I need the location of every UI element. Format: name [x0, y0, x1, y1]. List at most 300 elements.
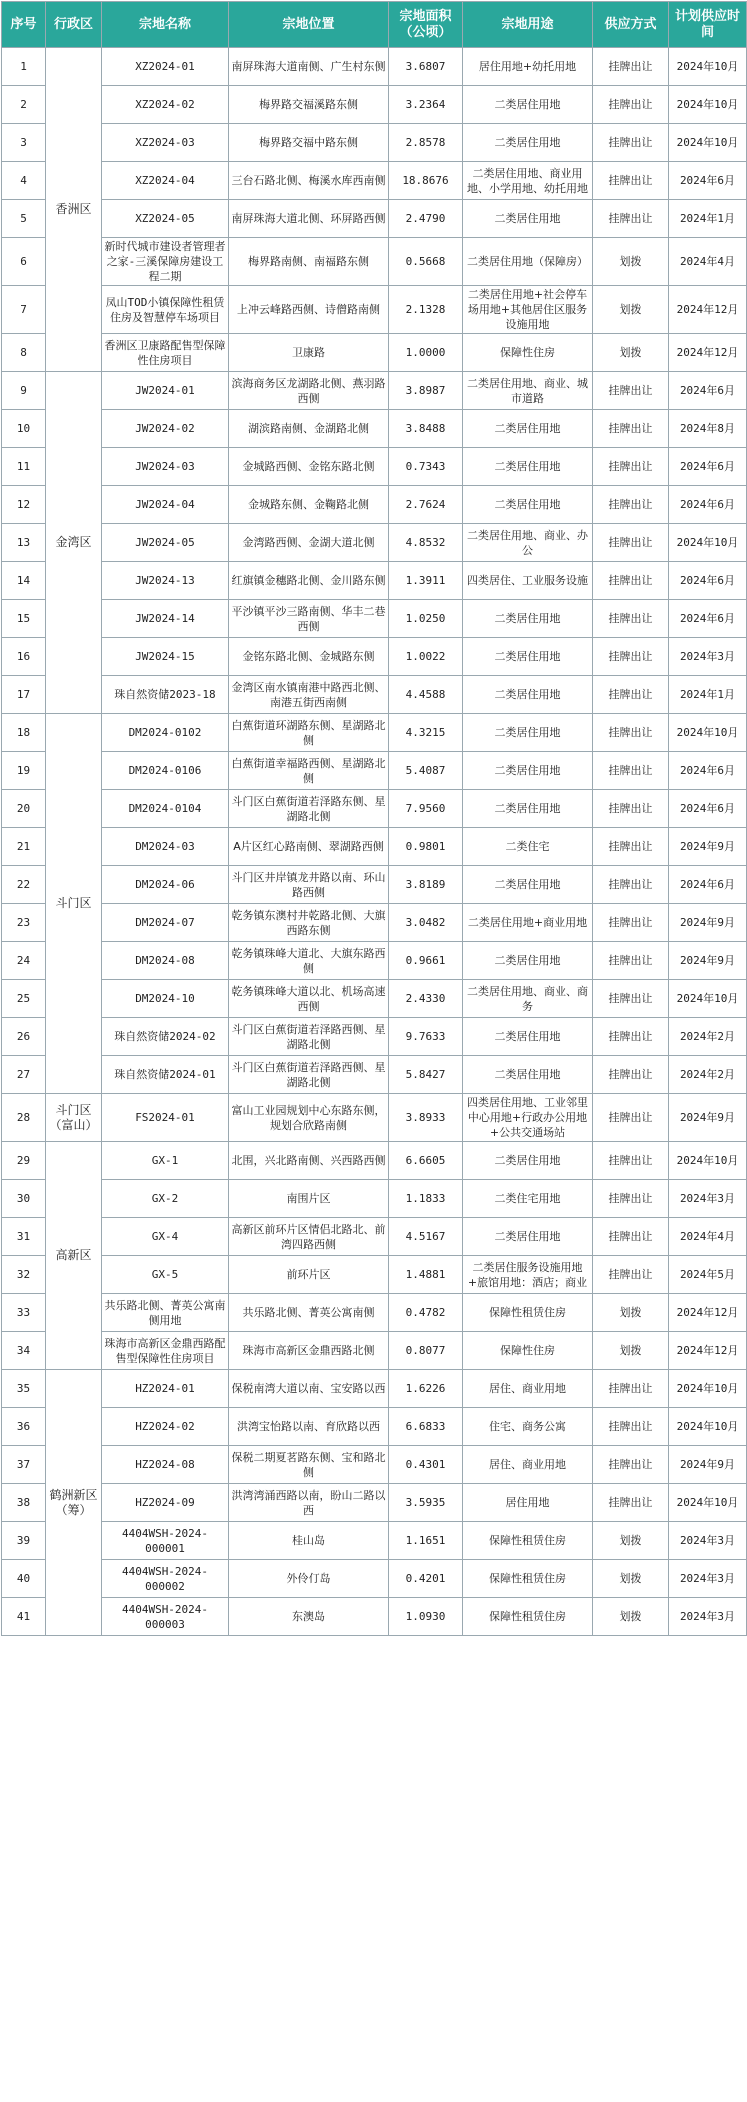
row-index: 8	[2, 334, 46, 372]
row-index: 5	[2, 200, 46, 238]
row-index: 18	[2, 714, 46, 752]
table-row	[2, 124, 747, 162]
table-row	[2, 1522, 747, 1560]
parcel-location: 金铭东路北侧、金城路东侧	[229, 638, 389, 676]
plan-time: 2024年6月	[669, 600, 747, 638]
parcel-location: 滨海商务区龙湖路北侧、燕羽路西侧	[229, 372, 389, 410]
parcel-use: 保障性住房	[463, 334, 593, 372]
table-body	[2, 48, 747, 1636]
table-row	[2, 1018, 747, 1056]
row-index: 17	[2, 676, 46, 714]
supply-method: 挂牌出让	[593, 1218, 669, 1256]
supply-method: 挂牌出让	[593, 866, 669, 904]
parcel-use: 二类居住用地	[463, 752, 593, 790]
parcel-location: 保税南湾大道以南、宝安路以西	[229, 1370, 389, 1408]
supply-method: 挂牌出让	[593, 1094, 669, 1142]
parcel-name: DM2024-03	[102, 828, 229, 866]
row-index: 12	[2, 486, 46, 524]
header-district: 行政区	[46, 2, 102, 48]
supply-method: 挂牌出让	[593, 1446, 669, 1484]
supply-method: 挂牌出让	[593, 1056, 669, 1094]
parcel-name: JW2024-04	[102, 486, 229, 524]
parcel-name: 共乐路北侧、菁英公寓南侧用地	[102, 1294, 229, 1332]
parcel-name: DM2024-0104	[102, 790, 229, 828]
parcel-name: 凤山TOD小镇保障性租赁住房及智慧停车场项目	[102, 286, 229, 334]
parcel-name: GX-5	[102, 1256, 229, 1294]
row-index: 10	[2, 410, 46, 448]
parcel-name: GX-2	[102, 1180, 229, 1218]
parcel-use: 二类居住用地	[463, 86, 593, 124]
parcel-use: 二类居住用地+商业用地	[463, 904, 593, 942]
parcel-name: 珠自然资储2024-02	[102, 1018, 229, 1056]
parcel-area: 4.5167	[389, 1218, 463, 1256]
plan-time: 2024年6月	[669, 448, 747, 486]
parcel-area: 3.5935	[389, 1484, 463, 1522]
row-index: 24	[2, 942, 46, 980]
row-index: 30	[2, 1180, 46, 1218]
parcel-location: 北围，兴北路南侧、兴西路西侧	[229, 1142, 389, 1180]
table-row	[2, 286, 747, 334]
parcel-name: FS2024-01	[102, 1094, 229, 1142]
table-row	[2, 638, 747, 676]
plan-time: 2024年3月	[669, 638, 747, 676]
plan-time: 2024年12月	[669, 334, 747, 372]
parcel-name: HZ2024-09	[102, 1484, 229, 1522]
table-row	[2, 1370, 747, 1408]
row-index: 39	[2, 1522, 46, 1560]
plan-time: 2024年4月	[669, 1218, 747, 1256]
district-cell: 金湾区	[46, 372, 102, 714]
plan-time: 2024年10月	[669, 980, 747, 1018]
parcel-location: 南围片区	[229, 1180, 389, 1218]
parcel-area: 6.6605	[389, 1142, 463, 1180]
row-index: 6	[2, 238, 46, 286]
parcel-location: 白蕉街道幸福路西侧、星湖路北侧	[229, 752, 389, 790]
row-index: 14	[2, 562, 46, 600]
table-header-row	[2, 2, 747, 48]
table-row	[2, 1598, 747, 1636]
row-index: 26	[2, 1018, 46, 1056]
parcel-location: 洪湾湾涌西路以南，盼山二路以西	[229, 1484, 389, 1522]
parcel-use: 二类居住用地	[463, 1056, 593, 1094]
parcel-use: 居住用地+幼托用地	[463, 48, 593, 86]
parcel-name: GX-4	[102, 1218, 229, 1256]
supply-method: 挂牌出让	[593, 48, 669, 86]
header-index: 序号	[2, 2, 46, 48]
parcel-name: 4404WSH-2024-000001	[102, 1522, 229, 1560]
parcel-area: 2.8578	[389, 124, 463, 162]
row-index: 7	[2, 286, 46, 334]
parcel-area: 4.4588	[389, 676, 463, 714]
supply-method: 挂牌出让	[593, 86, 669, 124]
table-row	[2, 904, 747, 942]
supply-method: 挂牌出让	[593, 1256, 669, 1294]
plan-time: 2024年6月	[669, 486, 747, 524]
supply-method: 挂牌出让	[593, 752, 669, 790]
parcel-location: 三台石路北侧、梅溪水库西南侧	[229, 162, 389, 200]
table-row	[2, 752, 747, 790]
parcel-name: XZ2024-01	[102, 48, 229, 86]
parcel-area: 6.6833	[389, 1408, 463, 1446]
supply-method: 挂牌出让	[593, 486, 669, 524]
row-index: 4	[2, 162, 46, 200]
plan-time: 2024年10月	[669, 524, 747, 562]
parcel-name: DM2024-06	[102, 866, 229, 904]
plan-time: 2024年8月	[669, 410, 747, 448]
table-row	[2, 980, 747, 1018]
parcel-area: 9.7633	[389, 1018, 463, 1056]
parcel-area: 7.9560	[389, 790, 463, 828]
district-cell: 鹤洲新区（筹）	[46, 1370, 102, 1636]
parcel-location: 洪湾宝怡路以南、育欣路以西	[229, 1408, 389, 1446]
parcel-name: JW2024-14	[102, 600, 229, 638]
parcel-use: 居住、商业用地	[463, 1446, 593, 1484]
row-index: 31	[2, 1218, 46, 1256]
parcel-use: 二类居住用地	[463, 790, 593, 828]
supply-method: 挂牌出让	[593, 828, 669, 866]
supply-method: 挂牌出让	[593, 200, 669, 238]
parcel-use: 二类居住用地	[463, 200, 593, 238]
row-index: 25	[2, 980, 46, 1018]
parcel-use: 四类居住用地、工业邻里中心用地+行政办公用地+公共交通场站	[463, 1094, 593, 1142]
plan-time: 2024年10月	[669, 124, 747, 162]
parcel-area: 5.4087	[389, 752, 463, 790]
parcel-area: 3.8189	[389, 866, 463, 904]
parcel-name: JW2024-13	[102, 562, 229, 600]
parcel-use: 二类住宅	[463, 828, 593, 866]
table-row	[2, 448, 747, 486]
parcel-location: 梅界路交福中路东侧	[229, 124, 389, 162]
plan-time: 2024年12月	[669, 286, 747, 334]
parcel-use: 二类居住服务设施用地+旅馆用地：酒店；商业	[463, 1256, 593, 1294]
parcel-location: 金城路西侧、金铭东路北侧	[229, 448, 389, 486]
parcel-area: 3.2364	[389, 86, 463, 124]
parcel-location: 红旗镇金穗路北侧、金川路东侧	[229, 562, 389, 600]
parcel-name: XZ2024-04	[102, 162, 229, 200]
parcel-area: 4.8532	[389, 524, 463, 562]
supply-method: 挂牌出让	[593, 410, 669, 448]
table-row	[2, 162, 747, 200]
parcel-use: 居住用地	[463, 1484, 593, 1522]
plan-time: 2024年3月	[669, 1180, 747, 1218]
supply-method: 挂牌出让	[593, 562, 669, 600]
parcel-use: 二类居住用地、商业、城市道路	[463, 372, 593, 410]
table-row	[2, 372, 747, 410]
plan-time: 2024年4月	[669, 238, 747, 286]
parcel-area: 2.7624	[389, 486, 463, 524]
parcel-area: 0.4201	[389, 1560, 463, 1598]
parcel-name: DM2024-10	[102, 980, 229, 1018]
district-cell: 高新区	[46, 1142, 102, 1370]
plan-time: 2024年10月	[669, 1142, 747, 1180]
plan-time: 2024年9月	[669, 942, 747, 980]
parcel-name: XZ2024-02	[102, 86, 229, 124]
supply-method: 划拨	[593, 1332, 669, 1370]
parcel-use: 二类居住用地	[463, 676, 593, 714]
parcel-name: 4404WSH-2024-000002	[102, 1560, 229, 1598]
parcel-use: 保障性住房	[463, 1332, 593, 1370]
parcel-location: 金湾区南水镇南港中路西北侧、南港五街西南侧	[229, 676, 389, 714]
plan-time: 2024年3月	[669, 1560, 747, 1598]
table-row	[2, 676, 747, 714]
plan-time: 2024年12月	[669, 1294, 747, 1332]
supply-method: 挂牌出让	[593, 904, 669, 942]
parcel-name: DM2024-0102	[102, 714, 229, 752]
header-use: 宗地用途	[463, 2, 593, 48]
table-row	[2, 1180, 747, 1218]
parcel-name: 珠海市高新区金鼎西路配售型保障性住房项目	[102, 1332, 229, 1370]
parcel-location: 桂山岛	[229, 1522, 389, 1560]
supply-method: 挂牌出让	[593, 1484, 669, 1522]
parcel-location: 乾务镇珠峰大道以北、机场高速西侧	[229, 980, 389, 1018]
parcel-area: 1.1651	[389, 1522, 463, 1560]
parcel-use: 四类居住、工业服务设施	[463, 562, 593, 600]
parcel-location: 东澳岛	[229, 1598, 389, 1636]
plan-time: 2024年9月	[669, 1094, 747, 1142]
table-row	[2, 410, 747, 448]
table-row	[2, 334, 747, 372]
table-row	[2, 48, 747, 86]
supply-method: 挂牌出让	[593, 942, 669, 980]
plan-time: 2024年10月	[669, 86, 747, 124]
parcel-location: 上冲云峰路西侧、诗僧路南侧	[229, 286, 389, 334]
parcel-use: 二类居住用地	[463, 448, 593, 486]
parcel-use: 二类居住用地+社会停车场用地+其他居住区服务设施用地	[463, 286, 593, 334]
parcel-name: DM2024-08	[102, 942, 229, 980]
plan-time: 2024年5月	[669, 1256, 747, 1294]
supply-method: 挂牌出让	[593, 1018, 669, 1056]
row-index: 16	[2, 638, 46, 676]
parcel-use: 保障性租赁住房	[463, 1598, 593, 1636]
parcel-name: HZ2024-02	[102, 1408, 229, 1446]
plan-time: 2024年6月	[669, 790, 747, 828]
parcel-location: 白蕉街道环湖路东侧、星湖路北侧	[229, 714, 389, 752]
row-index: 40	[2, 1560, 46, 1598]
parcel-location: 金城路东侧、金鞠路北侧	[229, 486, 389, 524]
parcel-use: 二类居住用地	[463, 486, 593, 524]
parcel-area: 0.4301	[389, 1446, 463, 1484]
parcel-location: 平沙镇平沙三路南侧、华丰二巷西侧	[229, 600, 389, 638]
row-index: 27	[2, 1056, 46, 1094]
supply-method: 挂牌出让	[593, 676, 669, 714]
parcel-location: 斗门区白蕉街道若泽路西侧、星湖路北侧	[229, 1056, 389, 1094]
parcel-area: 1.3911	[389, 562, 463, 600]
parcel-name: JW2024-05	[102, 524, 229, 562]
parcel-area: 4.3215	[389, 714, 463, 752]
plan-time: 2024年3月	[669, 1522, 747, 1560]
supply-method: 挂牌出让	[593, 162, 669, 200]
table-row	[2, 86, 747, 124]
table-row	[2, 714, 747, 752]
parcel-location: 珠海市高新区金鼎西路北侧	[229, 1332, 389, 1370]
table-row	[2, 238, 747, 286]
parcel-use: 二类居住用地、商业、办公	[463, 524, 593, 562]
parcel-area: 3.0482	[389, 904, 463, 942]
row-index: 35	[2, 1370, 46, 1408]
supply-method: 划拨	[593, 1560, 669, 1598]
supply-method: 划拨	[593, 334, 669, 372]
table-row	[2, 200, 747, 238]
row-index: 29	[2, 1142, 46, 1180]
plan-time: 2024年9月	[669, 1446, 747, 1484]
plan-time: 2024年6月	[669, 752, 747, 790]
parcel-name: HZ2024-01	[102, 1370, 229, 1408]
table-row	[2, 828, 747, 866]
parcel-location: 卫康路	[229, 334, 389, 372]
plan-time: 2024年2月	[669, 1056, 747, 1094]
supply-method: 挂牌出让	[593, 124, 669, 162]
plan-time: 2024年1月	[669, 676, 747, 714]
parcel-use: 二类居住用地	[463, 866, 593, 904]
parcel-name: XZ2024-03	[102, 124, 229, 162]
row-index: 19	[2, 752, 46, 790]
plan-time: 2024年1月	[669, 200, 747, 238]
parcel-area: 2.1328	[389, 286, 463, 334]
supply-method: 挂牌出让	[593, 1142, 669, 1180]
parcel-area: 2.4790	[389, 200, 463, 238]
parcel-name: JW2024-03	[102, 448, 229, 486]
table-row	[2, 790, 747, 828]
plan-time: 2024年6月	[669, 866, 747, 904]
parcel-location: 乾务镇珠峰大道北、大旗东路西侧	[229, 942, 389, 980]
row-index: 33	[2, 1294, 46, 1332]
row-index: 11	[2, 448, 46, 486]
district-cell: 斗门区（富山）	[46, 1094, 102, 1142]
parcel-name: JW2024-15	[102, 638, 229, 676]
parcel-area: 1.0250	[389, 600, 463, 638]
parcel-location: 斗门区白蕉街道若泽路东侧、星湖路北侧	[229, 790, 389, 828]
table-row	[2, 600, 747, 638]
plan-time: 2024年9月	[669, 828, 747, 866]
parcel-location: 梅界路南侧、南福路东侧	[229, 238, 389, 286]
plan-time: 2024年10月	[669, 1484, 747, 1522]
row-index: 15	[2, 600, 46, 638]
table-row	[2, 1332, 747, 1370]
parcel-area: 3.8933	[389, 1094, 463, 1142]
table-row	[2, 1218, 747, 1256]
parcel-location: A片区红心路南侧、翠湖路西侧	[229, 828, 389, 866]
table-row	[2, 1294, 747, 1332]
supply-method: 划拨	[593, 1294, 669, 1332]
supply-method: 挂牌出让	[593, 1180, 669, 1218]
parcel-name: JW2024-01	[102, 372, 229, 410]
row-index: 38	[2, 1484, 46, 1522]
parcel-area: 3.6807	[389, 48, 463, 86]
supply-method: 挂牌出让	[593, 524, 669, 562]
table-row	[2, 866, 747, 904]
plan-time: 2024年9月	[669, 904, 747, 942]
supply-method: 划拨	[593, 238, 669, 286]
parcel-area: 3.8987	[389, 372, 463, 410]
plan-time: 2024年10月	[669, 1408, 747, 1446]
parcel-use: 二类住宅用地	[463, 1180, 593, 1218]
land-supply-table	[1, 1, 747, 1636]
table-row	[2, 1142, 747, 1180]
parcel-area: 3.8488	[389, 410, 463, 448]
parcel-name: DM2024-0106	[102, 752, 229, 790]
parcel-use: 二类居住用地	[463, 1142, 593, 1180]
parcel-name: XZ2024-05	[102, 200, 229, 238]
parcel-use: 二类居住用地	[463, 714, 593, 752]
parcel-name: JW2024-02	[102, 410, 229, 448]
parcel-use: 二类居住用地	[463, 410, 593, 448]
supply-method: 挂牌出让	[593, 638, 669, 676]
supply-method: 挂牌出让	[593, 980, 669, 1018]
header-location: 宗地位置	[229, 2, 389, 48]
plan-time: 2024年10月	[669, 714, 747, 752]
parcel-location: 金湾路西侧、金湖大道北侧	[229, 524, 389, 562]
row-index: 41	[2, 1598, 46, 1636]
plan-time: 2024年6月	[669, 562, 747, 600]
parcel-location: 斗门区井岸镇龙井路以南、环山路西侧	[229, 866, 389, 904]
parcel-name: 珠自然资储2024-01	[102, 1056, 229, 1094]
plan-time: 2024年10月	[669, 48, 747, 86]
row-index: 23	[2, 904, 46, 942]
supply-method: 挂牌出让	[593, 600, 669, 638]
row-index: 9	[2, 372, 46, 410]
parcel-use: 二类居住用地	[463, 124, 593, 162]
header-plan-time: 计划供应时间	[669, 2, 747, 48]
parcel-area: 5.8427	[389, 1056, 463, 1094]
table-row	[2, 562, 747, 600]
parcel-use: 二类居住用地、商业、商务	[463, 980, 593, 1018]
parcel-name: DM2024-07	[102, 904, 229, 942]
header-parcel-name: 宗地名称	[102, 2, 229, 48]
parcel-use: 保障性租赁住房	[463, 1294, 593, 1332]
parcel-area: 18.8676	[389, 162, 463, 200]
parcel-area: 1.0022	[389, 638, 463, 676]
supply-method: 划拨	[593, 286, 669, 334]
table-row	[2, 1094, 747, 1142]
parcel-area: 0.5668	[389, 238, 463, 286]
parcel-area: 2.4330	[389, 980, 463, 1018]
supply-method: 挂牌出让	[593, 1370, 669, 1408]
parcel-location: 高新区前环片区情侣北路北、前湾四路西侧	[229, 1218, 389, 1256]
supply-method: 挂牌出让	[593, 1408, 669, 1446]
row-index: 21	[2, 828, 46, 866]
table-row	[2, 524, 747, 562]
parcel-location: 前环片区	[229, 1256, 389, 1294]
table-row	[2, 1056, 747, 1094]
parcel-area: 0.8077	[389, 1332, 463, 1370]
parcel-area: 1.4881	[389, 1256, 463, 1294]
parcel-location: 南屏珠海大道北侧、环屏路西侧	[229, 200, 389, 238]
parcel-area: 0.9801	[389, 828, 463, 866]
district-cell: 斗门区	[46, 714, 102, 1094]
parcel-name: HZ2024-08	[102, 1446, 229, 1484]
supply-method: 划拨	[593, 1522, 669, 1560]
parcel-use: 二类居住用地	[463, 600, 593, 638]
supply-method: 划拨	[593, 1598, 669, 1636]
parcel-use: 二类居住用地（保障房）	[463, 238, 593, 286]
row-index: 1	[2, 48, 46, 86]
header-supply-method: 供应方式	[593, 2, 669, 48]
parcel-area: 0.9661	[389, 942, 463, 980]
row-index: 32	[2, 1256, 46, 1294]
table-row	[2, 1446, 747, 1484]
table-row	[2, 1484, 747, 1522]
row-index: 36	[2, 1408, 46, 1446]
parcel-use: 二类居住用地	[463, 1218, 593, 1256]
row-index: 3	[2, 124, 46, 162]
row-index: 20	[2, 790, 46, 828]
table-row	[2, 486, 747, 524]
plan-time: 2024年10月	[669, 1370, 747, 1408]
row-index: 28	[2, 1094, 46, 1142]
table-row	[2, 1408, 747, 1446]
supply-method: 挂牌出让	[593, 372, 669, 410]
parcel-use: 保障性租赁住房	[463, 1522, 593, 1560]
